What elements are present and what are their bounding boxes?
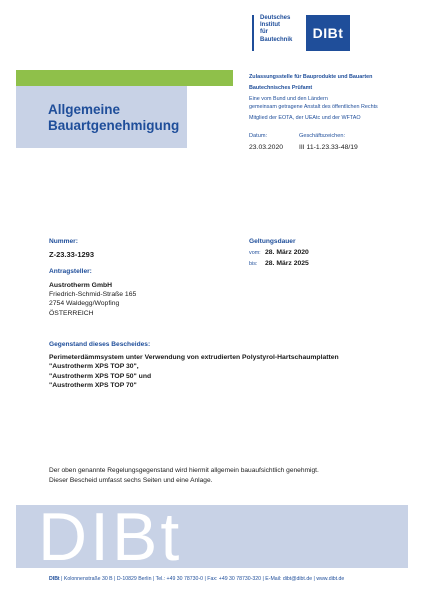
title-line-1: Allgemeine — [48, 102, 121, 117]
footer-band — [16, 505, 408, 568]
number-value: Z-23.33-1293 — [49, 250, 95, 259]
valid-until-value: 28. März 2025 — [265, 260, 309, 267]
decision-line-2: Dieser Bescheid umfasst sechs Seiten und eine Anlage. — [49, 477, 213, 485]
org-line-4: gemeinsam getragene Anstalt des öffentlichen Rechts — [249, 104, 378, 110]
green-accent-bar — [16, 70, 233, 86]
applicant-country: ÖSTERREICH — [49, 309, 94, 317]
applicant-name: Austrotherm GmbH — [49, 282, 113, 289]
organisation-info — [249, 73, 419, 122]
applicant-address — [49, 281, 136, 318]
validity-label: Geltungsdauer — [249, 238, 296, 245]
logo-line-2: Institut — [260, 22, 280, 29]
footer-brand: DIBt — [49, 576, 60, 582]
logo-line-1: Deutsches — [260, 15, 291, 21]
valid-until-label: bis: — [249, 261, 258, 267]
applicant-city: 2754 Waldegg/Wopfing — [49, 300, 120, 308]
org-line-3: Eine vom Bund und den Ländern — [249, 96, 328, 102]
logo-text — [252, 15, 304, 51]
subject-line-1: Perimeterdämmsystem unter Verwendung von extrudierten Polystyrol-Hartschaumplatten — [49, 354, 339, 361]
logo-line-4: Bautechnik — [260, 36, 293, 43]
date-label: Datum: — [249, 133, 268, 139]
subject-line-2: "Austrotherm XPS TOP 30", — [49, 363, 139, 371]
reference-value: III 11-1.23.33-48/19 — [299, 144, 358, 151]
document-title — [48, 102, 228, 134]
applicant-label: Antragsteller: — [49, 268, 92, 275]
valid-from-value: 28. März 2020 — [265, 249, 309, 256]
subject-line-4: "Austrotherm XPS TOP 70" — [49, 381, 137, 389]
subject-line-3: "Austrotherm XPS TOP 50" und — [49, 372, 152, 380]
org-line-1: Zulassungsstelle für Bauprodukte und Bauarten — [249, 74, 373, 80]
org-line-2: Bautechnisches Prüfamt — [249, 85, 313, 91]
decision-line-1: Der oben genannte Regelungsgegenstand wird hiermit allgemein bauaufsichtlich genehmigt. — [49, 467, 319, 474]
reference-label: Geschäftszeichen: — [299, 133, 346, 139]
footer-logo: DIBt — [38, 505, 183, 568]
org-line-5: Mitglied der EOTA, der UEAtc und der WFTAO — [249, 115, 361, 121]
footer-address-text: | Kolonnenstraße 30 B | D-10829 Berlin | Tel.: +49 30 78730-0 | Fax: +49 30 78730-320 | E-Mail: dibt@dibt.de | www.dibt.de — [59, 576, 345, 582]
logo-line-3: für — [260, 29, 268, 36]
subject-text — [49, 353, 409, 390]
number-label: Nummer: — [49, 238, 78, 245]
footer-address — [49, 576, 344, 582]
decision-text — [49, 466, 409, 487]
date-value: 23.03.2020 — [249, 144, 284, 151]
logo-mark: DIBt — [306, 15, 350, 51]
dibt-logo — [252, 15, 350, 51]
valid-from-label: vom: — [249, 250, 261, 256]
subject-label: Gegenstand dieses Bescheides: — [49, 341, 151, 348]
applicant-street: Friedrich-Schmid-Straße 165 — [49, 291, 137, 299]
title-line-2: Bauartgenehmigung — [48, 118, 180, 133]
